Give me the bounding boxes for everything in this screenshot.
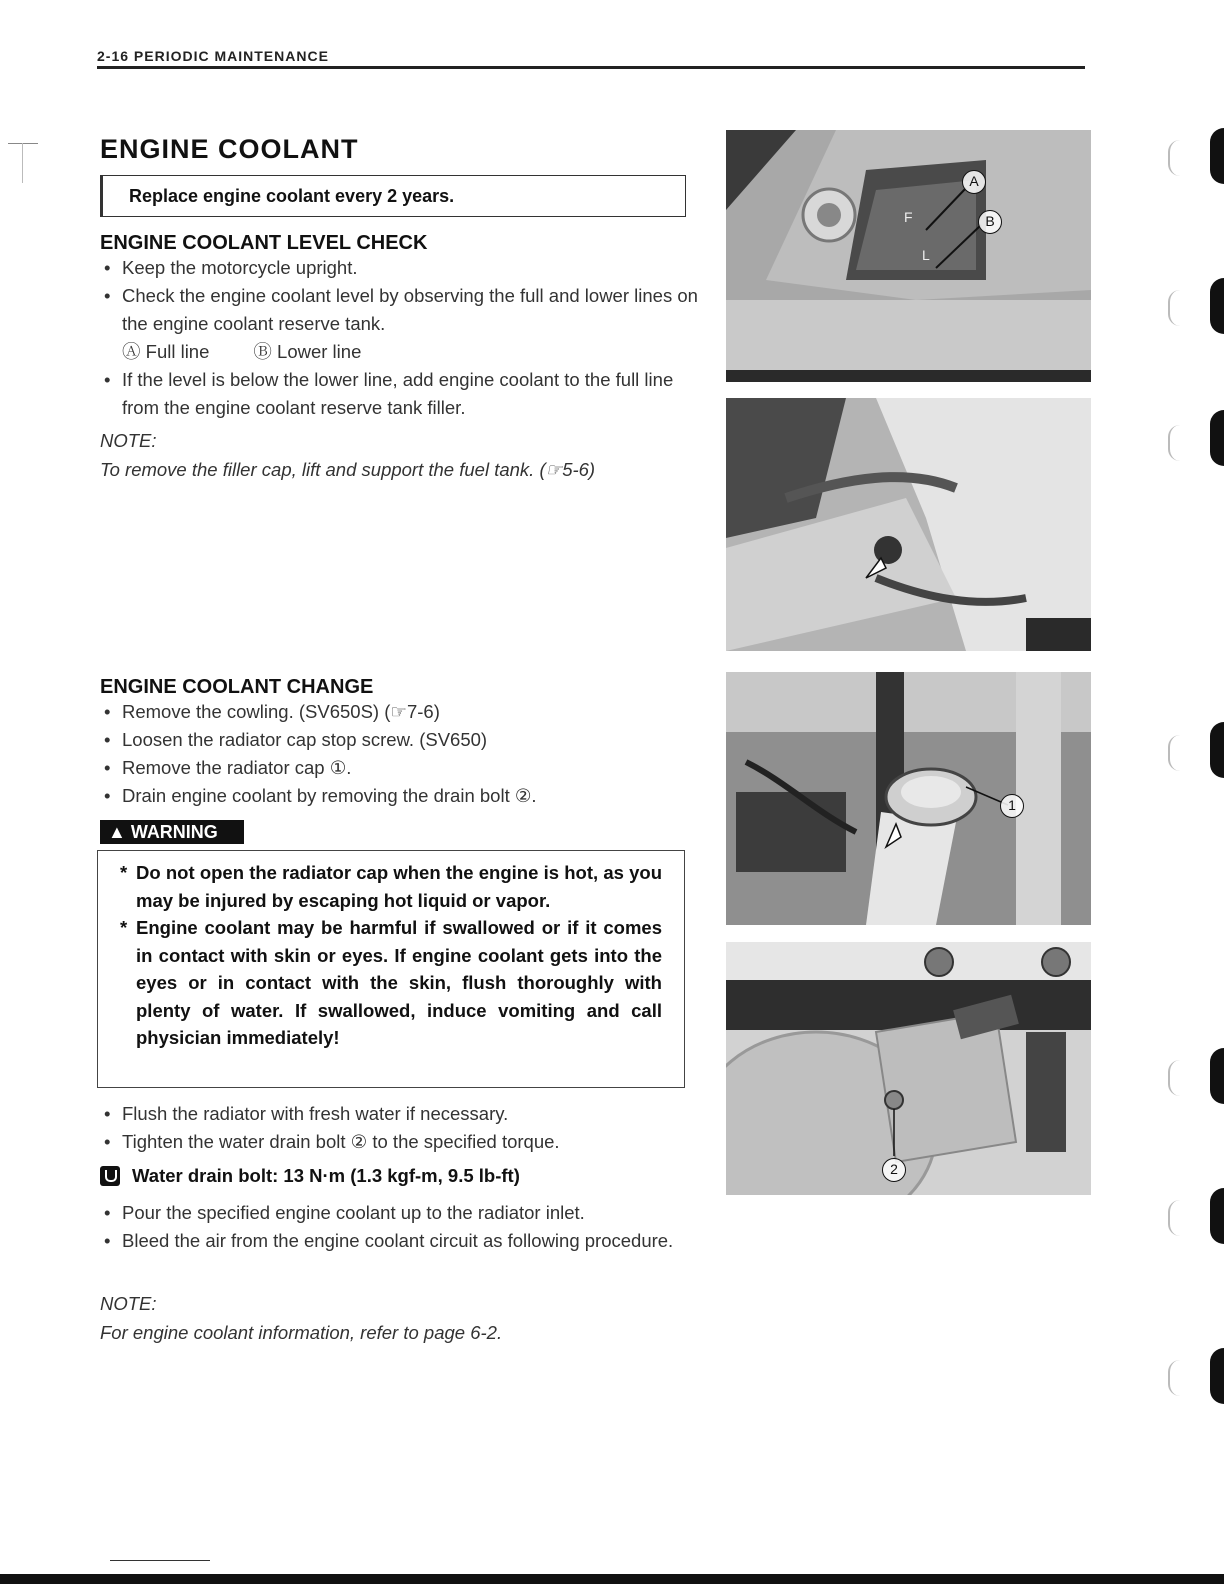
list-item	[100, 282, 700, 366]
warning-box	[97, 850, 685, 1088]
legend-full-line: Ⓐ Full line	[122, 341, 210, 362]
tab-shadow	[1168, 140, 1194, 176]
torque-wrench-icon	[100, 1166, 120, 1186]
reserve-tank-illustration	[726, 130, 1091, 382]
list-item: • If the level is below the lower line, add engine coolant to the full line from the engine coolant reserve tank filler.	[100, 366, 700, 422]
section-title: ENGINE COOLANT	[100, 134, 359, 164]
warning-badge: ▲ WARNING	[100, 820, 244, 844]
tank-mark-f: F	[904, 209, 913, 225]
list-item: • Bleed the air from the engine coolant circuit as following procedure.	[100, 1227, 700, 1255]
list-item: • Pour the specified engine coolant up to the radiator inlet.	[100, 1199, 700, 1227]
callout-2: 2	[882, 1158, 906, 1182]
section-tab	[1210, 278, 1224, 334]
coolant-change-heading: ENGINE COOLANT CHANGE	[100, 676, 374, 698]
level-check-list	[100, 254, 700, 422]
drain-bolt-illustration	[726, 942, 1091, 1195]
section-tab	[1210, 722, 1224, 778]
page-bottom-edge	[0, 1574, 1224, 1584]
tab-shadow	[1168, 1200, 1194, 1236]
header-rule	[97, 66, 1085, 69]
photo-reserve-tank	[726, 130, 1091, 382]
warning-item: * Do not open the radiator cap when the engine is hot, as you may be injured by escaping hot liquid or vapor.	[120, 859, 662, 914]
level-check-heading: ENGINE COOLANT LEVEL CHECK	[100, 232, 428, 254]
replace-note-text: Replace engine coolant every 2 years.	[129, 186, 455, 206]
callout-a: A	[962, 170, 986, 194]
list-item: • Drain engine coolant by removing the drain bolt ②.	[100, 782, 700, 810]
list-item: • Remove the cowling. (SV650S) (☞7-6)	[100, 698, 700, 726]
list-item: • Loosen the radiator cap stop screw. (SV650)	[100, 726, 700, 754]
fill-list	[100, 1199, 700, 1255]
photo-radiator-cap	[726, 672, 1091, 925]
tab-shadow	[1168, 425, 1194, 461]
coolant-change-list	[100, 698, 700, 810]
tab-shadow	[1168, 290, 1194, 326]
photo-drain-bolt	[726, 942, 1091, 1195]
tank-mark-l: L	[922, 247, 930, 263]
list-item: • Tighten the water drain bolt ② to the specified torque.	[100, 1128, 700, 1156]
legend-lower-line: Ⓑ Lower line	[253, 341, 362, 362]
torque-spec: Water drain bolt: 13 N·m (1.3 kgf-m, 9.5 lb-ft)	[132, 1165, 520, 1186]
footer-rule	[110, 1560, 210, 1561]
list-item: • Flush the radiator with fresh water if necessary.	[100, 1100, 700, 1128]
tab-shadow	[1168, 735, 1194, 771]
list-item: • Keep the motorcycle upright.	[100, 254, 700, 282]
callout-b: B	[978, 210, 1002, 234]
fuel-tank-illustration	[726, 398, 1091, 651]
note-text: To remove the filler cap, lift and support the fuel tank. (☞5-6)	[100, 459, 596, 480]
replace-note-box	[100, 175, 686, 217]
radiator-cap-illustration	[726, 672, 1091, 925]
section-tab	[1210, 410, 1224, 466]
list-item-text: Check the engine coolant level by observing the full and lower lines on the engine coolant reserve tank.	[122, 285, 698, 334]
margin-mark	[8, 143, 38, 144]
note-text: For engine coolant information, refer to page 6-2.	[100, 1322, 503, 1343]
photo-fuel-tank-support	[726, 398, 1091, 651]
tab-shadow	[1168, 1060, 1194, 1096]
list-item: • Remove the radiator cap ①.	[100, 754, 700, 782]
note-label: NOTE:	[100, 1293, 157, 1314]
section-tab	[1210, 128, 1224, 184]
warning-item: * Engine coolant may be harmful if swallowed or if it comes in contact with skin or eyes. If engine coolant gets into the eyes or in contact with the skin, flush thoroughly with plenty of water. If swallowed, induce vomiting and call physician immediately!	[120, 914, 662, 1052]
margin-mark	[22, 143, 23, 183]
tab-shadow	[1168, 1360, 1194, 1396]
warning-list	[120, 859, 662, 1052]
section-tab	[1210, 1348, 1224, 1404]
flush-list	[100, 1100, 700, 1156]
callout-1: 1	[1000, 794, 1024, 818]
note-label: NOTE:	[100, 430, 157, 451]
running-head: 2-16 PERIODIC MAINTENANCE	[97, 48, 329, 64]
section-tab	[1210, 1048, 1224, 1104]
section-tab	[1210, 1188, 1224, 1244]
